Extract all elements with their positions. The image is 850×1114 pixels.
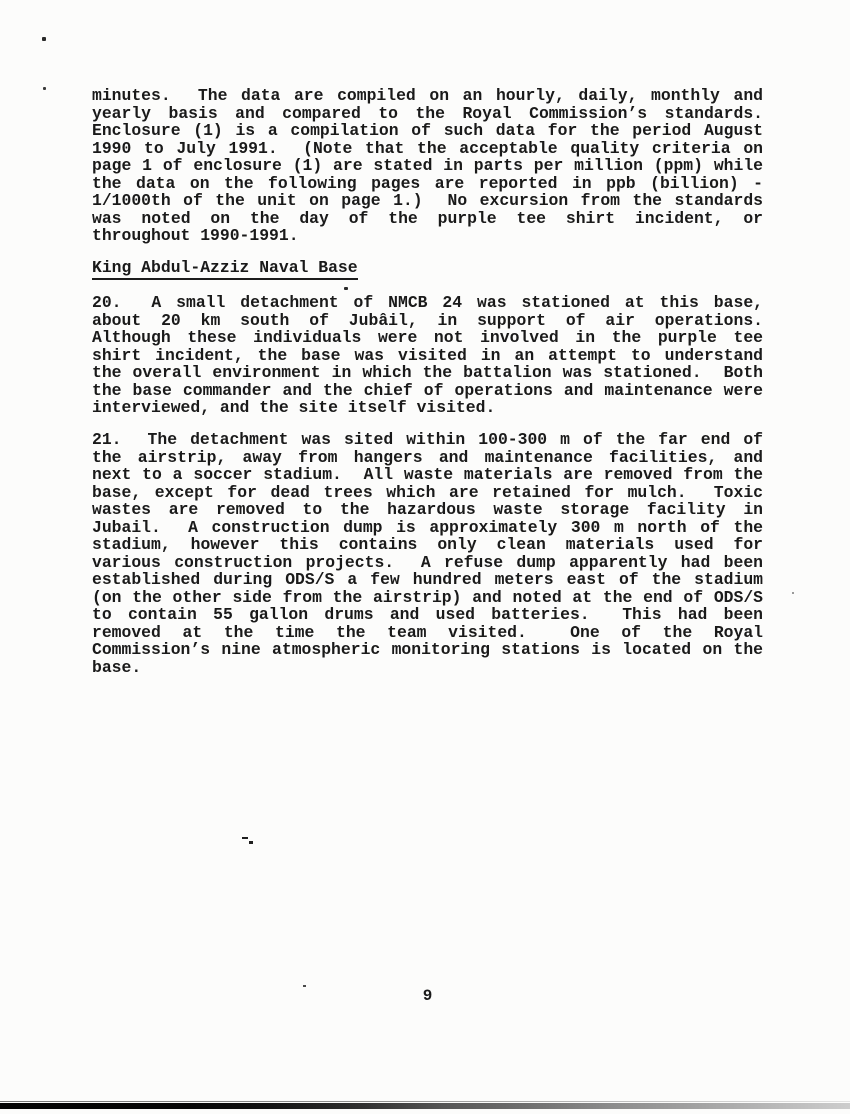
- text-line: throughout 1990-1991.: [92, 226, 299, 245]
- scan-artifact: [43, 87, 46, 90]
- text-line: established during ODS/S a few hundred meters east of the stadium: [92, 570, 763, 589]
- text-line: was noted on the day of the purple tee shirt incident, or: [92, 208, 763, 228]
- scan-artifact: [344, 287, 348, 290]
- scan-artifact: [792, 592, 794, 594]
- paragraph-21: [92, 431, 763, 676]
- text-line: Commission’s nine atmospheric monitoring stations is located on the: [92, 640, 763, 659]
- text-line: the base commander and the chief of operations and maintenance were: [92, 380, 763, 400]
- text-line: interviewed, and the site itself visited.: [92, 398, 496, 417]
- page-number: 9: [422, 987, 433, 1005]
- scan-artifact: [242, 837, 248, 839]
- text-line: the airstrip, away from hangers and maintenance facilities, and: [92, 447, 763, 467]
- text-line: next to a soccer stadium. All waste materials are removed from the: [92, 465, 763, 484]
- text-line: (on the other side from the airstrip) and noted at the end of ODS/S: [92, 587, 763, 607]
- paragraph-20: [92, 294, 763, 417]
- section-heading: [92, 259, 358, 277]
- text-line: to contain 55 gallon drums and used batteries. This had been: [92, 605, 763, 624]
- text-line: the overall environment in which the battalion was stationed. Both: [92, 363, 763, 382]
- text-line: 1/1000th of the unit on page 1.) No excursion from the standards: [92, 191, 763, 210]
- text-line: 20. A small detachment of NMCB 24 was stationed at this base,: [92, 293, 763, 312]
- text-line: Enclosure (1) is a compilation of such data for the period August: [92, 121, 763, 140]
- scan-artifact: [42, 37, 46, 41]
- text-line: page 1 of enclosure (1) are stated in parts per million (ppm) while: [92, 156, 763, 175]
- text-line: base, except for dead trees which are retained for mulch. Toxic: [92, 482, 763, 502]
- text-line: Although these individuals were not involved in the purple tee: [92, 328, 763, 347]
- text-line: stadium, however this contains only clean materials used for: [92, 535, 763, 554]
- scan-artifact: [303, 985, 306, 987]
- text-line: various construction projects. A refuse dump apparently had been: [92, 552, 763, 572]
- text-line: yearly basis and compared to the Royal Commission’s standards.: [92, 103, 763, 123]
- text-line: the data on the following pages are reported in ppb (billion) -: [92, 173, 763, 193]
- paragraph-intro: [92, 87, 763, 245]
- text-line: shirt incident, the base was visited in an attempt to understand: [92, 345, 763, 365]
- text-line: minutes. The data are compiled on an hourly, daily, monthly and: [92, 86, 763, 105]
- scan-edge-band: [0, 1103, 850, 1109]
- text-line: 1990 to July 1991. (Note that the acceptable quality criteria on: [92, 138, 763, 158]
- text-line: 21. The detachment was sited within 100-300 m of the far end of: [92, 430, 763, 449]
- text-line: wastes are removed to the hazardous waste storage facility in: [92, 500, 763, 519]
- scan-artifact: [249, 841, 253, 844]
- text-line: about 20 km south of Jubâil, in support of air operations.: [92, 310, 763, 330]
- text-line: Jubail. A construction dump is approximately 300 m north of the: [92, 517, 763, 537]
- text-line: base.: [92, 657, 142, 677]
- section-heading-text: King Abdul-Azziz Naval Base: [92, 258, 358, 280]
- text-line: removed at the time the team visited. One of the Royal: [92, 622, 763, 642]
